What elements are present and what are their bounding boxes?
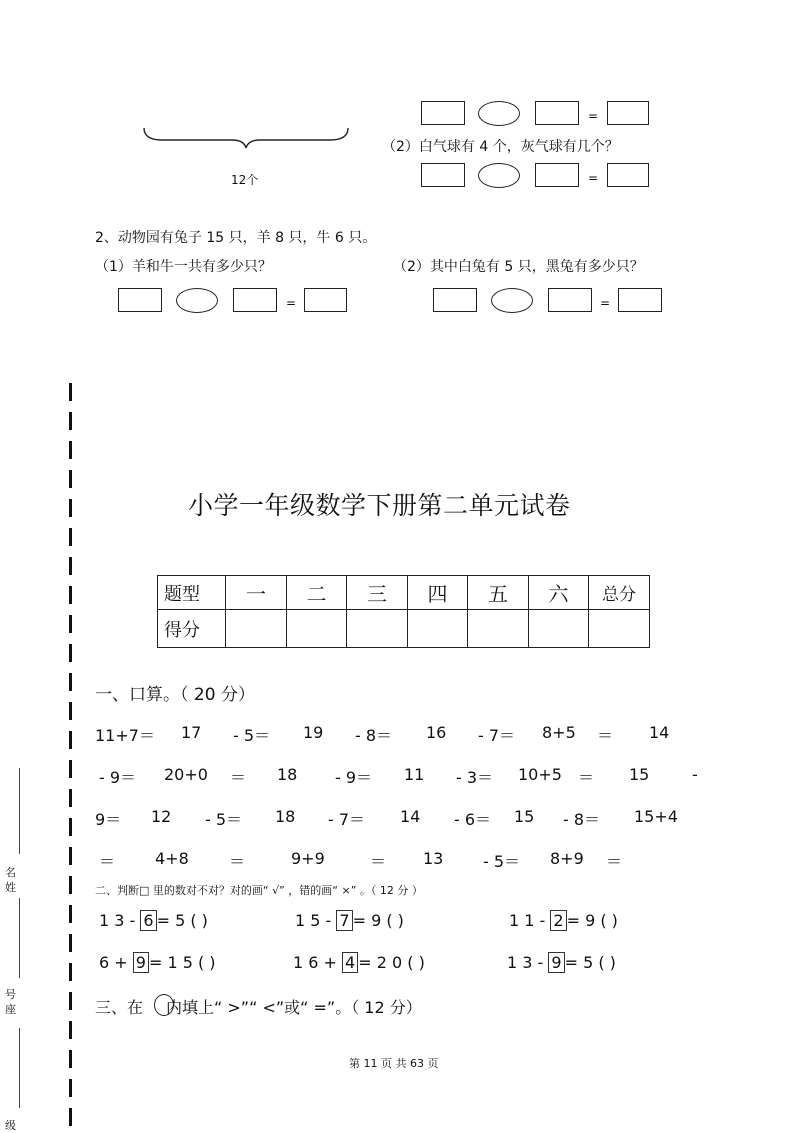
arith-token: 9+9 (291, 849, 325, 868)
table-header-cell: 六 (529, 576, 589, 610)
margin-label-class: 级 (5, 1119, 16, 1132)
cut-line-dash (69, 1079, 72, 1097)
judge-left: 6 + (99, 953, 133, 972)
equals-sign: = (286, 296, 297, 310)
answer-box[interactable] (535, 101, 579, 125)
judge-right: = 1 5 ( ) (148, 953, 216, 972)
arith-token: - 9＝ (99, 768, 137, 787)
judge-item (507, 953, 616, 972)
judge-right: = 5 ( ) (564, 953, 616, 972)
table-header-cell: 题型 (158, 576, 226, 610)
arith-token: 10+5 (518, 765, 562, 784)
score-cell[interactable] (408, 610, 468, 648)
curly-brace (140, 126, 352, 150)
arith-token: 11+7＝ (95, 726, 155, 745)
page-number: 第 11 页 共 63 页 (349, 1057, 439, 1070)
cut-line-dash (69, 789, 72, 807)
judge-right: = 9 ( ) (566, 911, 618, 930)
section-title: 三、在 (95, 998, 144, 1017)
arith-token: 4+8 (155, 849, 189, 868)
fill-line (19, 1028, 20, 1108)
arith-token: - 3＝ (456, 768, 494, 787)
cut-line-dash (69, 586, 72, 604)
arith-token: 14 (400, 807, 421, 826)
arith-token: - 6＝ (454, 810, 492, 829)
exam-title: 小学一年级数学下册第二单元试卷 (188, 491, 571, 520)
arith-token: 15+4 (634, 807, 678, 826)
score-cell[interactable] (589, 610, 650, 648)
arith-token: ＝ (99, 852, 116, 871)
arith-token: - 7＝ (328, 810, 366, 829)
table-header-row (158, 576, 650, 610)
judged-number-box: 9 (133, 952, 149, 973)
cut-line-dash (69, 499, 72, 517)
judge-left: 1 1 - (509, 911, 551, 930)
judged-number-box: 6 (140, 910, 156, 931)
answer-box[interactable] (548, 288, 592, 312)
judge-item (509, 911, 618, 930)
arith-token: 18 (277, 765, 298, 784)
judge-item (293, 953, 425, 972)
cut-line-dash (69, 615, 72, 633)
section-title: 二、判断□ 里的数对不对？对的画“ √” ，错的画“ ×” 。（ 12 分 ） (95, 884, 423, 897)
judge-item (295, 911, 404, 930)
arith-token: 8+5 (542, 723, 576, 742)
judge-left: 1 5 - (295, 911, 337, 930)
margin-label-name: 名 (5, 866, 16, 879)
table-header-cell: 三 (347, 576, 408, 610)
arith-token: 13 (423, 849, 444, 868)
cut-line-dash (69, 383, 72, 401)
arith-token: 17 (181, 723, 202, 742)
judged-number-box: 4 (342, 952, 358, 973)
judge-right: = 9 ( ) (352, 911, 404, 930)
cut-line-dash (69, 557, 72, 575)
judge-item (99, 953, 216, 972)
answer-box[interactable] (118, 288, 162, 312)
arith-token: ＝ (230, 768, 247, 787)
cut-line-dash (69, 905, 72, 923)
question-text: （2）白气球有 4 个，灰气球有几个？ (382, 139, 619, 155)
section-title-rest: 内填上“ >”“ <”或“ =”。（ 12 分） (166, 998, 422, 1017)
cut-line-dash (69, 818, 72, 836)
answer-box[interactable] (607, 101, 649, 125)
answer-box[interactable] (421, 163, 465, 187)
margin-label-name: 姓 (5, 881, 16, 894)
judge-left: 1 3 - (99, 911, 141, 930)
answer-box[interactable] (618, 288, 662, 312)
arith-token: - 8＝ (563, 810, 601, 829)
score-cell[interactable] (287, 610, 347, 648)
equals-sign: = (600, 296, 611, 310)
arith-token: ＝ (606, 852, 623, 871)
judge-left: 1 6 + (293, 953, 343, 972)
table-header-cell: 总分 (589, 576, 650, 610)
answer-box[interactable] (607, 163, 649, 187)
table-row (158, 610, 650, 648)
cut-line-dash (69, 702, 72, 720)
judged-number-box: 2 (550, 910, 566, 931)
subquestion-1: （1）羊和牛一共有多少只？ (95, 259, 272, 275)
arith-token: - 5＝ (205, 810, 243, 829)
table-header-cell: 四 (408, 576, 468, 610)
table-header-cell: 二 (287, 576, 347, 610)
cut-line-dash (69, 731, 72, 749)
score-table (157, 575, 650, 648)
arith-token: ＝ (229, 852, 246, 871)
answer-box[interactable] (421, 101, 465, 125)
operator-circle[interactable] (176, 288, 218, 313)
arith-token: 11 (404, 765, 425, 784)
cut-line-dash (69, 1108, 72, 1126)
cut-line-dash (69, 644, 72, 662)
score-cell[interactable] (347, 610, 408, 648)
answer-box[interactable] (304, 288, 347, 312)
cut-line-dash (69, 673, 72, 691)
judge-right: = 2 0 ( ) (358, 953, 425, 972)
fill-line (19, 768, 20, 854)
equals-sign: = (588, 109, 599, 123)
cut-line-dash (69, 441, 72, 459)
cut-line-dash (69, 992, 72, 1010)
arith-token: 12 (151, 807, 172, 826)
operator-circle[interactable] (478, 101, 520, 126)
problem-title: 2、动物园有兔子 15 只，羊 8 只，牛 6 只。 (95, 230, 377, 246)
operator-circle[interactable] (491, 288, 533, 313)
brace-label: 12个 (231, 173, 259, 187)
cut-line-dash (69, 528, 72, 546)
cut-line-dash (69, 934, 72, 952)
arith-token: - 8＝ (355, 726, 393, 745)
judge-item (99, 911, 208, 930)
arith-token: 15 (629, 765, 650, 784)
arith-token: 20+0 (164, 765, 208, 784)
cut-line-dash (69, 470, 72, 488)
cut-line-dash (69, 760, 72, 778)
cut-line-dash (69, 876, 72, 894)
arith-token: ＝ (370, 852, 387, 871)
judge-left: 1 3 - (507, 953, 549, 972)
arith-token: - 5＝ (483, 852, 521, 871)
judged-number-box: 9 (548, 952, 564, 973)
score-cell[interactable] (468, 610, 529, 648)
cut-line-dash (69, 1050, 72, 1068)
table-header-cell: 一 (226, 576, 287, 610)
operator-circle[interactable] (478, 163, 520, 188)
score-cell[interactable] (226, 610, 287, 648)
arith-token: 19 (303, 723, 324, 742)
section-title: 一、口算。（ 20 分） (95, 685, 255, 705)
arith-token: - 7＝ (478, 726, 516, 745)
arith-token: 18 (275, 807, 296, 826)
cut-line-dash (69, 412, 72, 430)
arith-token: - 9＝ (335, 768, 373, 787)
arith-token: - 5＝ (233, 726, 271, 745)
arith-token: 8+9 (550, 849, 584, 868)
judged-number-box: 7 (336, 910, 352, 931)
cut-line-dash (69, 847, 72, 865)
arith-token: ＝ (597, 726, 614, 745)
fill-line (19, 898, 20, 978)
answer-box[interactable] (535, 163, 579, 187)
equals-sign: = (588, 171, 599, 185)
cut-line-dash (69, 1021, 72, 1039)
subquestion-2: （2）其中白兔有 5 只，黑兔有多少只？ (393, 259, 644, 275)
table-header-cell: 五 (468, 576, 529, 610)
arith-token: 9＝ (95, 810, 122, 829)
arith-token: ＝ (578, 768, 595, 787)
cut-line-dash (69, 963, 72, 981)
score-cell[interactable] (529, 610, 589, 648)
answer-box[interactable] (433, 288, 477, 312)
table-row-label: 得分 (158, 610, 226, 648)
margin-label-seat: 座 (5, 1003, 16, 1016)
margin-label-seat: 号 (5, 988, 16, 1001)
arith-token: - (692, 765, 698, 784)
judge-right: = 5 ( ) (156, 911, 208, 930)
answer-box[interactable] (233, 288, 277, 312)
arith-token: 16 (426, 723, 447, 742)
arith-token: 14 (649, 723, 670, 742)
arith-token: 15 (514, 807, 535, 826)
